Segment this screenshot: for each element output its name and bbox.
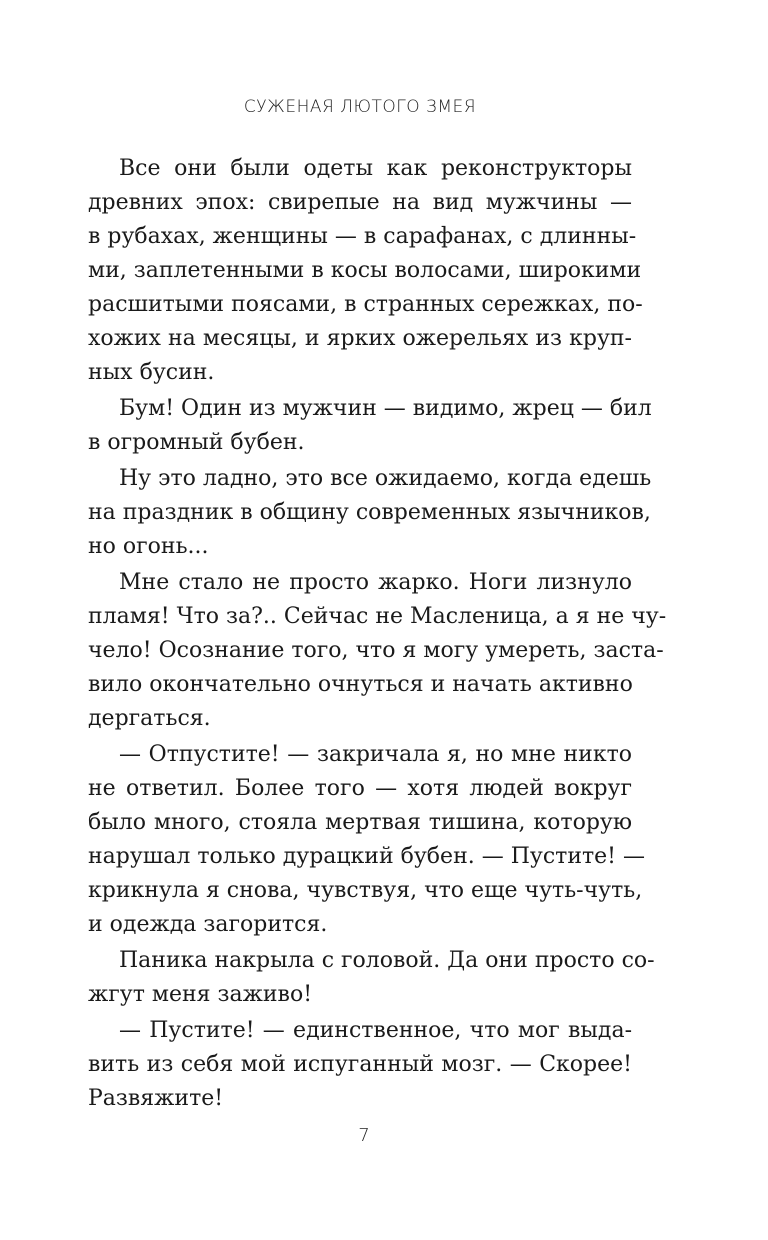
text-line: Все они были одеты как реконструкторы: [119, 156, 632, 181]
text-line: нарушал только дурацкий бубен. — Пустите! —: [88, 844, 646, 869]
text-line: хожих на месяцы, и ярких ожерельях из круп-: [88, 326, 632, 351]
text-line: Развяжите!: [88, 1086, 224, 1111]
text-line: Мне стало не просто жарко. Ноги лизнуло: [119, 570, 632, 595]
text-line: древних эпох: свирепые на вид мужчины —: [88, 190, 632, 215]
text-line: но огонь...: [88, 534, 209, 559]
paragraph: [88, 152, 643, 390]
paragraph: [88, 944, 655, 1012]
paragraph: [88, 392, 652, 460]
text-line: было много, стояла мертвая тишина, которую: [88, 810, 632, 835]
paragraph: [88, 1014, 632, 1116]
text-line: на праздник в общину современных язычников,: [88, 500, 651, 525]
paragraph: [88, 738, 646, 942]
text-line: дергаться.: [88, 706, 211, 731]
text-line: в огромный бубен.: [88, 430, 305, 455]
body-text: [88, 152, 667, 1118]
text-line: Паника накрыла с головой. Да они просто со-: [119, 948, 655, 973]
text-line: в рубахах, женщины — в сарафанах, с длинны-: [88, 224, 637, 249]
running-title: СУЖЕНАЯ ЛЮТОГО ЗМЕЯ: [243, 97, 477, 117]
text-line: — Пустите! — единственное, что мог выда-: [119, 1018, 632, 1043]
text-line: вить из себя мой испуганный мозг. — Скорее!: [88, 1052, 632, 1077]
text-line: вило окончательно очнуться и начать активно: [88, 672, 633, 697]
text-line: расшитыми поясами, в странных сережках, по-: [88, 292, 643, 317]
text-line: — Отпустите! — закричала я, но мне никто: [119, 742, 632, 767]
text-line: крикнула я снова, чувствуя, что еще чуть-чуть,: [88, 878, 643, 903]
text-line: жгут меня заживо!: [88, 982, 313, 1007]
page-number: 7: [358, 1125, 370, 1146]
text-line: Ну это ладно, это все ожидаемо, когда едешь: [119, 466, 652, 491]
text-line: не ответил. Более того — хотя людей вокруг: [88, 776, 632, 801]
text-line: Бум! Один из мужчин — видимо, жрец — бил: [119, 396, 652, 421]
text-line: ных бусин.: [88, 360, 215, 385]
paragraph: [88, 566, 667, 736]
text-line: и одежда загорится.: [88, 912, 328, 937]
text-line: ми, заплетенными в косы волосами, широкими: [88, 258, 642, 283]
text-line: чело! Осознание того, что я могу умереть, заста-: [88, 638, 664, 663]
text-line: пламя! Что за?.. Сейчас не Масленица, а я не чу-: [88, 604, 667, 629]
paragraph: [88, 462, 652, 564]
